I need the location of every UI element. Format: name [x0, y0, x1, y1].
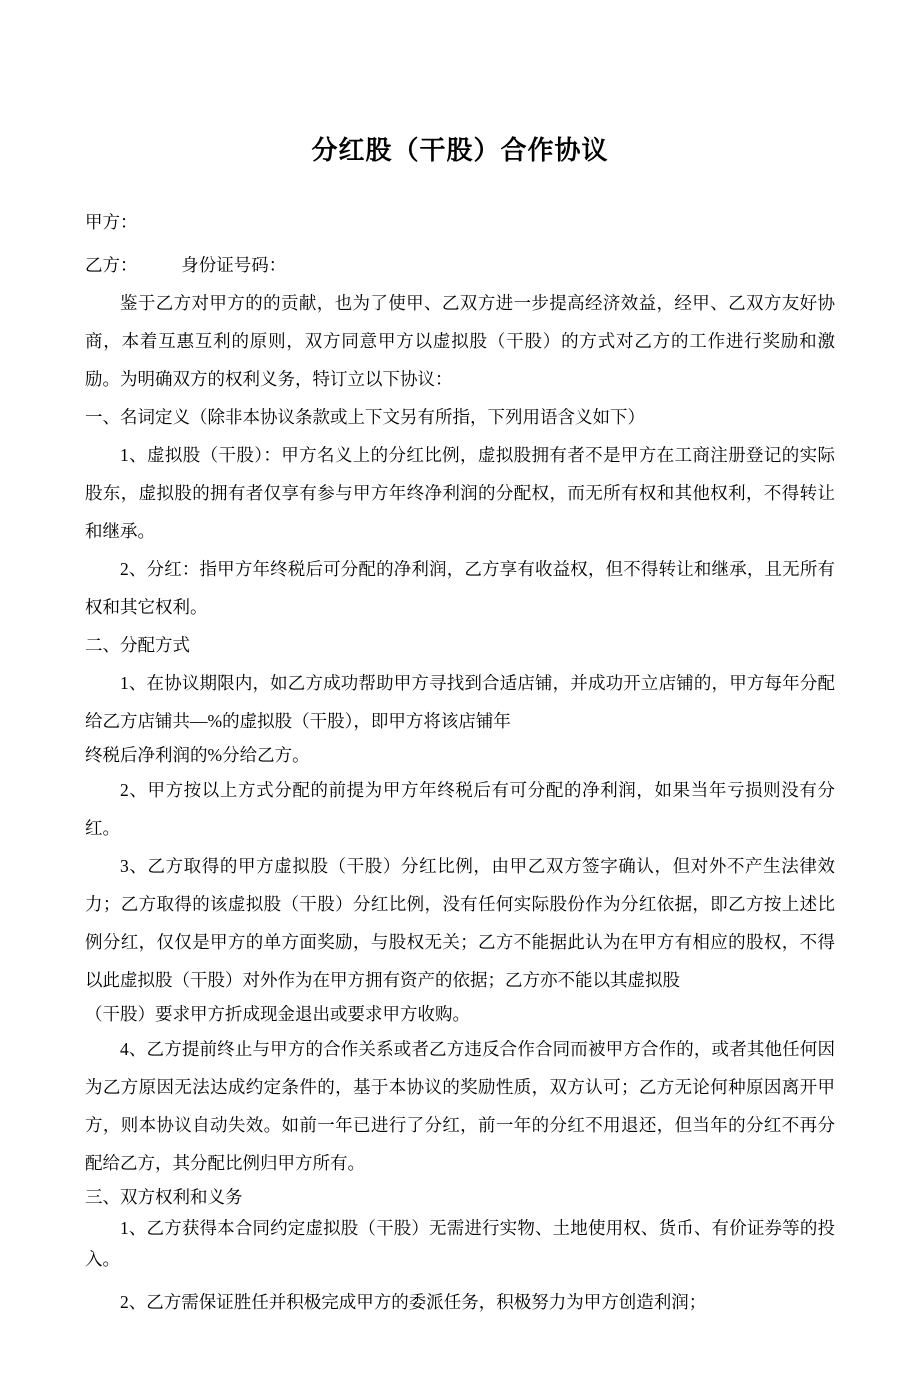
section2-item3: 3、乙方取得的甲方虚拟股（干股）分红比例，由甲乙双方签字确认，但对外不产生法律效力；乙方取得的该虚拟股（干股）分红比例，没有任何实际股份作为分红依据，即乙方按上述比例分红，仅仅是甲方的单方面奖励，与股权无关；乙方不能据此认为在甲方有相应的股权，不得以此虚拟股（干股）对外作为在甲方拥有资产的依据；乙方亦不能以其虚拟股: [85, 856, 835, 990]
section3-item2: 2、乙方需保证胜任并积极完成甲方的委派任务，积极努力为甲方创造利润；: [120, 1292, 707, 1312]
section2-item4: 4、乙方提前终止与甲方的合作关系或者乙方违反合作合同而被甲方合作的，或者其他任何因为乙方原因无法达成约定条件的，基于本协议的奖励性质，双方认可；乙方无论何种原因离开甲方，则本协议自动失效。如前一年已进行了分红，前一年的分红不用退还，但当年的分红不再分配给乙方，其分配比例归甲方所有。: [85, 1039, 835, 1173]
section2-item1: 1、在协议期限内，如乙方成功帮助甲方寻找到合适店铺，并成功开立店铺的，甲方每年分配给乙方店铺共—%的虚拟股（干股），即甲方将该店铺年: [85, 673, 835, 731]
document-title: 分红股（干股）合作协议: [311, 136, 609, 165]
party-b-line: 乙方： 身份证号码：: [85, 255, 287, 275]
party-a-line: 甲方：: [85, 212, 138, 232]
section1-item2-dividend-definition: 2、分红：指甲方年终税后可分配的净利润，乙方享有收益权，但不得转让和继承，且无所有权和其它权利。: [85, 559, 835, 617]
preamble-paragraph: 鉴于乙方对甲方的的贡献，也为了使甲、乙双方进一步提高经济效益，经甲、乙双方友好协商，本着互惠互利的原则，双方同意甲方以虚拟股（干股）的方式对乙方的工作进行奖励和激励。为明确双方的权利义务，特订立以下协议：: [85, 293, 835, 389]
section3-item1: 1、乙方获得本合同约定虚拟股（干股）无需进行实物、土地使用权、货币、有价证券等的投入。: [85, 1218, 835, 1269]
section2-item1-continuation: 终税后净利润的%分给乙方。: [85, 745, 310, 765]
section3-heading: 三、双方权利和义务: [85, 1187, 243, 1207]
section1-heading: 一、名词定义（除非本协议条款或上下文另有所指，下列用语含义如下）: [85, 407, 645, 427]
section2-item3-continuation: （干股）要求甲方折成现金退出或要求甲方收购。: [85, 1004, 470, 1024]
section1-item1-virtual-shares-definition: 1、虚拟股（干股）：甲方名义上的分红比例，虚拟股拥有者不是甲方在工商注册登记的实际股东，虚拟股的拥有者仅享有参与甲方年终净利润的分配权，而无所有权和其他权利，不得转让和继承。: [85, 445, 835, 541]
section2-item2: 2、甲方按以上方式分配的前提为甲方年终税后有可分配的净利润，如果当年亏损则没有分红。: [85, 780, 835, 838]
section2-heading: 二、分配方式: [85, 635, 190, 655]
